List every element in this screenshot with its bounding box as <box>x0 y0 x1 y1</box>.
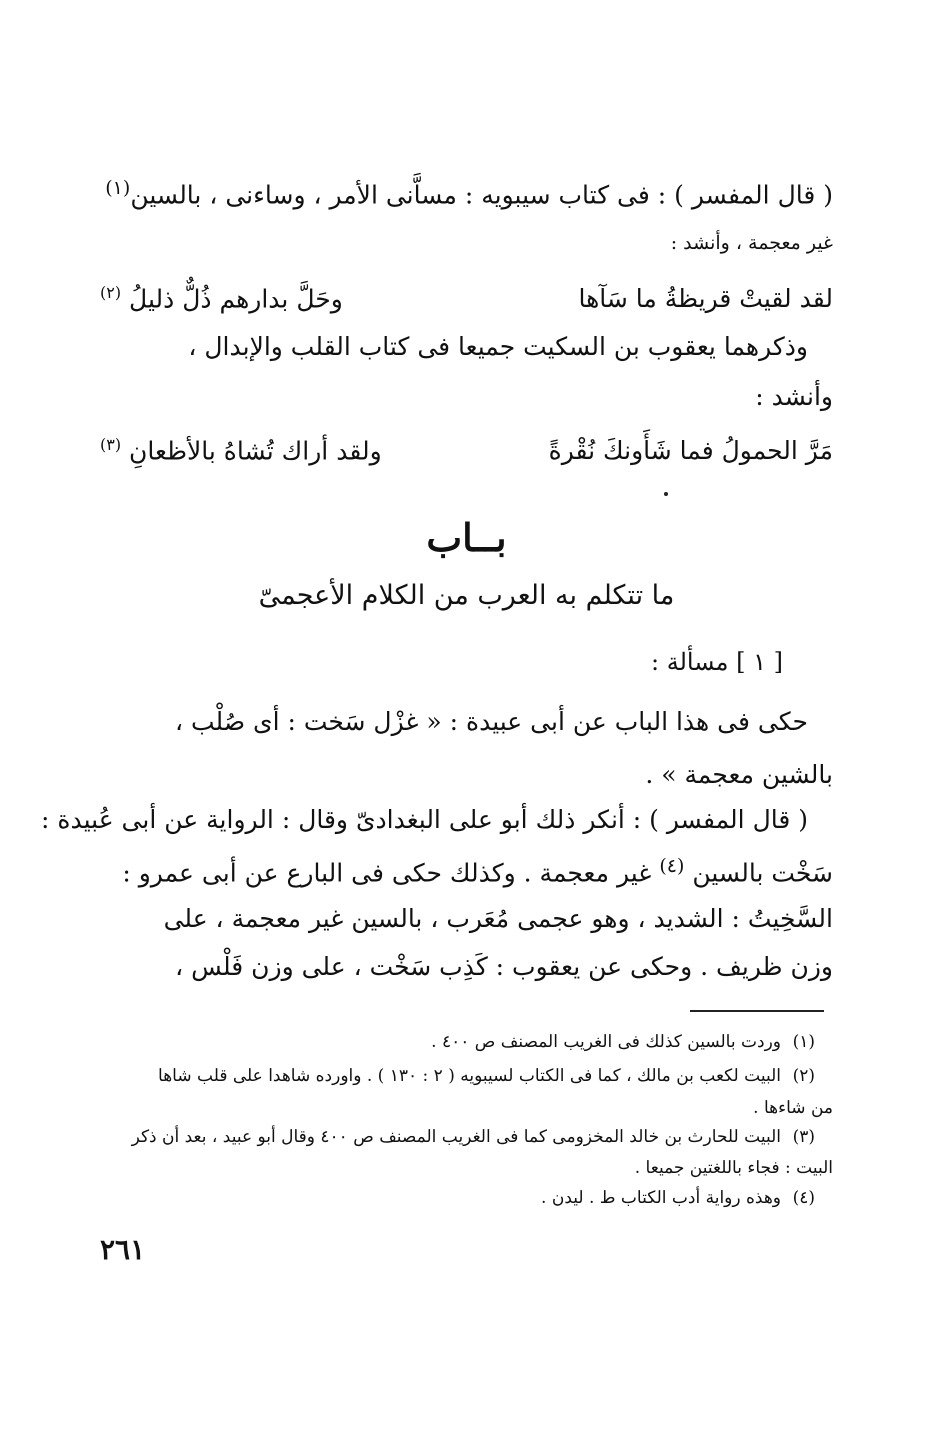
footnote-2-continuation: من شاءها . <box>753 1098 833 1118</box>
print-speck <box>664 492 668 496</box>
paragraph-4-line-4: وزن ظريف . وحكى عن يعقوب : كَذِب سَخْت ، على وزن فَلْس ، <box>175 952 833 981</box>
page-number: ٢٦١ <box>100 1233 146 1266</box>
footnote-4-text: وهذه رواية أدب الكتاب ط . ليدن . <box>541 1188 781 1208</box>
verse-2 <box>100 428 833 468</box>
footnote-1-number: (١) <box>792 1032 815 1052</box>
section-title: بــاب <box>426 515 507 560</box>
section-subtitle: ما تتكلم به العرب من الكلام الأعجمىّ <box>258 580 675 611</box>
verse-1 <box>100 276 833 316</box>
verse-1-second-hemistich: وحَلَّ بدارهم ذُلٌّ ذليلُ <box>129 284 343 314</box>
footnote-2 <box>100 1064 815 1088</box>
issue-label: [ ١ ] مسألة : <box>651 648 783 676</box>
paragraph-1-line-2: غير معجمة ، وأنشد : <box>670 232 833 254</box>
footnote-ref-1: (١) <box>105 177 131 199</box>
footnote-1 <box>100 1030 815 1054</box>
footnote-4-number: (٤) <box>792 1188 815 1208</box>
paragraph-3-line-2: بالشين معجمة » . <box>645 760 833 789</box>
footnote-ref-2: (٢) <box>100 283 122 302</box>
paragraph-4-line-2-a: سَخْت بالسين <box>692 858 833 888</box>
footnote-3 <box>100 1125 815 1149</box>
verse-2-second-hemistich: ولقد أراك تُشاهُ بالأظعانِ <box>129 436 382 466</box>
verse-2-first-hemistich: مَرَّ الحمولُ فما شَأَونكَ نُقْرةً <box>548 436 833 466</box>
footnote-3-text: البيت للحارث بن خالد المخزومى كما فى الغريب المصنف ص ٤٠٠ وقال أبو عبيد ، بعد أن ذكر <box>131 1127 781 1147</box>
footnote-1-text: وردت بالسين كذلك فى الغريب المصنف ص ٤٠٠ . <box>431 1032 781 1052</box>
footnote-2-number: (٢) <box>792 1066 815 1086</box>
paragraph-2-line-2: وأنشد : <box>755 382 833 411</box>
footnote-3-number: (٣) <box>792 1127 815 1147</box>
footnote-ref-3: (٣) <box>100 435 122 454</box>
verse-1-first-hemistich: لقد لقيتْ قريظةُ ما سَآها <box>578 284 833 314</box>
paragraph-3-line-1: حكى فى هذا الباب عن أبى عبيدة : « غزْل سَخت : أى صُلْب ، <box>174 707 808 736</box>
paragraph-2-line-1: وذكرهما يعقوب بن السكيت جميعا فى كتاب القلب والإبدال ، <box>188 332 808 361</box>
paragraph-4-line-2 <box>100 853 833 890</box>
footnote-separator <box>690 1010 824 1012</box>
verse-2-second-hemistich-wrap <box>100 428 382 468</box>
verse-1-second-hemistich-wrap <box>100 276 343 316</box>
paragraph-4-line-2-b: غير معجمة . وكذلك حكى فى البارع عن أبى عمرو : <box>122 858 652 888</box>
footnote-3-continuation: البيت : فجاء باللغتين جميعا . <box>634 1158 833 1178</box>
footnote-ref-4: (٤) <box>659 855 685 877</box>
paragraph-4-line-3: السَّخِيتُ : الشديد ، وهو عجمى مُعَرب ، بالسين غير معجمة ، على <box>163 904 833 933</box>
footnote-2-text: البيت لكعب بن مالك ، كما فى الكتاب لسيبويه ( ٢ : ١٣٠ ) . واورده شاهدا على قلب شاها <box>158 1066 781 1086</box>
paragraph-1-line-1 <box>100 175 833 212</box>
paragraph-4-line-1: ( قال المفسر ) : أنكر ذلك أبو على البغدادىّ وقال : الرواية عن أبى عُبيدة : <box>41 805 808 834</box>
footnote-4 <box>100 1186 815 1210</box>
paragraph-1-line-1-text: ( قال المفسر ) : فى كتاب سيبويه : مساَّنى الأمر ، وساءنى ، بالسين <box>130 180 833 210</box>
